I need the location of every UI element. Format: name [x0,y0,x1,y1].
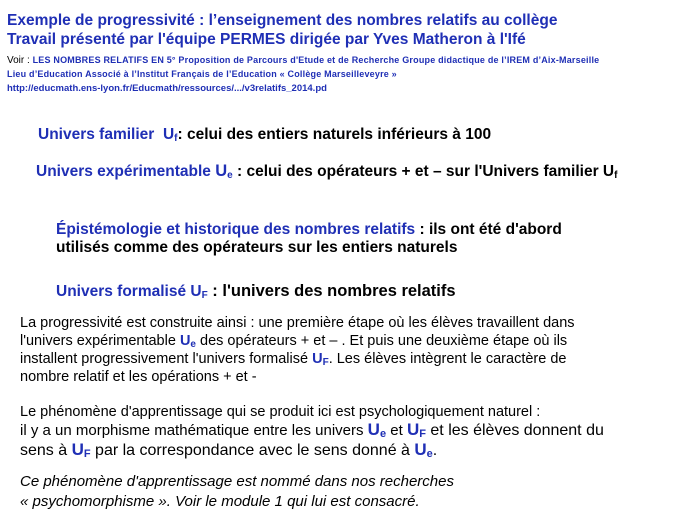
epistemologie-name: Épistémologie et historique des nombres relatifs [56,221,416,238]
symbol-ue: $U_e$ [179,333,196,350]
symbol-uf: $U_F$ [312,351,329,368]
paragraph-2-line-3: sens à UF par la correspondance avec le sens donné à Ue. [20,440,438,460]
univers-formalise-line [56,282,456,301]
reference-title: LES NOMBRES RELATIFS EN 5° Proposition de Parcours d'Etude et de Recherche Groupe didactique de l’IREM d’Aix-Marseille [32,55,600,65]
symbol-uf-2: UF [406,420,426,440]
title-line-2: Travail présenté par l'équipe PERMES dirigée par Yves Matheron à l'Ifé [7,31,526,48]
univers-formalise-symbol: $U_F$ [190,283,208,301]
univers-experimentable-symbol: $U_e$ [215,162,233,181]
paragraph-2-line-1: Le phénomène d'apprentissage qui se produit ici est psychologiquement naturel : [20,404,541,420]
univers-formalise-name: Univers formalisé [56,283,187,300]
paragraph-1-line-3: installent progressivement l'univers formalisé $U_F$. Les élèves intègrent le caractère de [20,351,567,368]
univers-formalise-desc: : l'univers des nombres relatifs [207,282,456,300]
univers-experimentable-name: Univers expérimentable [36,163,211,180]
voir-label: Voir : [7,55,30,66]
paragraph-1-line-1: La progressivité est construite ainsi : une première étape où les élèves travaillent dans [20,315,575,331]
univers-familier-desc: : celui des entiers naturels inférieurs à 100 [177,126,492,143]
univers-familier-symbol: $U_f$ [162,126,178,144]
univers-experimentable-line [36,162,617,181]
epistemologie-desc-1: : ils ont été d'abord [415,221,562,238]
symbol-uf-3: UF [71,440,91,460]
reference-institution: Lieu d’Education Associé à l’Institut Français de l’Education « Collège Marseilleveyre » [7,69,397,79]
reference-link[interactable]: http://educmath.ens-lyon.fr/Educmath/ressources/.../v3relatifs_2014.pd [7,83,327,94]
conclusion-line-1: Ce phénomène d'apprentissage est nommé dans nos recherches [20,473,454,490]
paragraph-2-line-2: il y a un morphisme mathématique entre les univers Ue et UF et les élèves donnent du [20,420,604,440]
paragraph-1-line-2: l'univers expérimentable $U_e$ des opérateurs + et – . Et puis une deuxième étape où ils [20,333,568,350]
epistemologie-line-2: utilisés comme des opérateurs sur les entiers naturels [56,239,458,256]
univers-familier-line [38,126,491,144]
univers-familier-name: Univers familier [38,126,155,143]
univers-experimentable-desc: : celui des opérateurs + et – sur l'Univers familier U [232,163,615,180]
univers-experimentable-tail-sub: f [614,170,618,181]
conclusion-line-2: « psychomorphisme ». Voir le module 1 qui lui est consacré. [20,493,420,510]
title-line-1: Exemple de progressivité : l’enseignement des nombres relatifs au collège [7,12,558,29]
epistemologie-line-1 [56,221,562,239]
reference-line-1 [7,54,599,67]
reference-line-2 [7,68,397,81]
symbol-ue-3: Ue [414,440,433,460]
symbol-ue-2: Ue [367,420,387,440]
paragraph-1-line-4: nombre relatif et les opérations + et - [20,369,257,385]
